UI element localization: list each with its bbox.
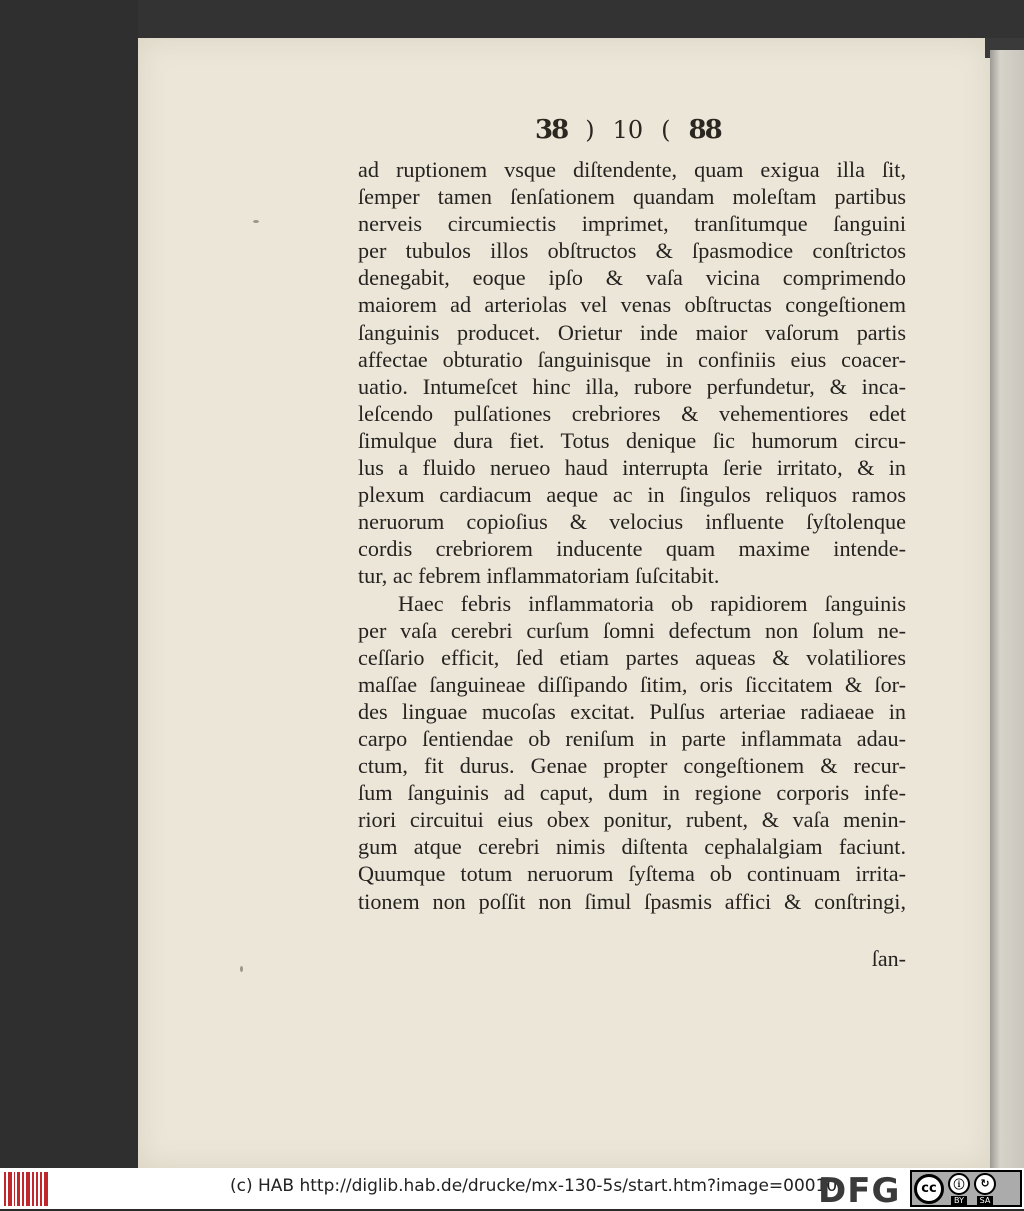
text-line: denegabit, eoque ipſo & vaſa vicina comprimendo	[358, 265, 906, 291]
cc-icon: cc	[914, 1174, 944, 1204]
text-line: ad ruptionem vsque diſtendente, quam exigua illa ſit,	[358, 157, 906, 182]
text-line: per vaſa cerebri curſum ſomni defectum non ſolum ne-	[358, 617, 906, 643]
text-line: ſum ſanguinis ad caput, dum in regione corporis infe-	[358, 780, 906, 806]
text-line: cordis crebriorem inducente quam maxime intende-	[358, 536, 906, 562]
left-ornament: 38	[535, 115, 568, 145]
adjacent-page-edge	[990, 50, 1024, 1168]
text-line: maiorem ad arteriolas vel venas obſtructas congeſtionem	[358, 292, 906, 318]
share-alike-icon: ↻	[974, 1173, 996, 1195]
header-paren-left: )	[585, 116, 595, 144]
header-paren-right: (	[661, 116, 671, 144]
text-line: per tubulos illos obſtructos & ſpasmodice conſtrictos	[358, 238, 906, 264]
text-line: Haec febris inflammatoria ob rapidiorem ſanguinis	[398, 590, 906, 616]
text-line: gum atque cerebri nimis diſtenta cephalalgiam faciunt.	[358, 834, 906, 860]
copyright-link[interactable]: (c) HAB http://diglib.hab.de/drucke/mx-130-5s/start.htm?image=00010	[230, 1176, 838, 1196]
text-line: ſimulque dura fiet. Totus denique ſic humorum circu-	[358, 427, 906, 453]
library-barcode-icon	[4, 1172, 48, 1206]
text-line: carpo ſentiendae ob reniſum in parte inflammata adau-	[358, 725, 906, 751]
text-line: plexum cardiacum aeque ac in ſingulos reliquos ramos	[358, 482, 906, 508]
text-line: lus a fluido nerueo haud interrupta ſerie irritato, & in	[358, 455, 906, 481]
text-line: maſſae ſanguineae diſſipando ſitim, oris ſiccitatem & ſor-	[358, 671, 906, 697]
text-line: tur, ac febrem inflammatoriam ſuſcitabit.	[358, 563, 720, 589]
cc-license-badge[interactable]	[910, 1170, 1022, 1207]
text-line: des linguae mucoſas excitat. Pulſus arteriae radiaeae in	[358, 698, 906, 724]
text-line: ſemper tamen ſenſationem quandam moleſtam partibus	[358, 184, 906, 210]
text-line: uatio. Intumeſcet hinc illa, rubore perfundetur, & inca-	[358, 373, 906, 399]
page-header	[535, 112, 745, 148]
catchword: ſan-	[871, 946, 906, 971]
left-margin-background	[0, 0, 138, 1168]
text-line: ſanguinis producet. Orietur inde maior vaſorum partis	[358, 319, 906, 345]
text-line: neruorum copioſius & velocius influente ſyſtolenque	[358, 509, 906, 535]
attribution-person-icon: ⓘ	[948, 1173, 970, 1195]
text-line: leſcendo pulſationes crebriores & vehementiores edet	[358, 400, 906, 426]
by-badge	[948, 1173, 970, 1205]
body-text	[358, 156, 906, 915]
text-line: ctum, fit durus. Genae propter congeſtionem & recur-	[358, 753, 906, 779]
text-line: riori circuitui eius obex ponitur, rubent, & vaſa menin-	[358, 807, 906, 833]
text-line: Quumque totum neruorum ſyſtema ob continuam irrita-	[358, 861, 906, 887]
dfg-logo: DFG	[818, 1171, 901, 1211]
sa-label: SA	[977, 1196, 994, 1205]
text-line: ceſſario efficit, ſed etiam partes aqueas & volatiliores	[358, 644, 906, 670]
text-line: nerveis circumiectis imprimet, tranſitumque ſanguini	[358, 211, 906, 237]
text-line: tionem non poſſit non ſimul ſpasmis affici & conſtringi,	[358, 888, 906, 914]
sa-badge	[974, 1173, 996, 1205]
paper-speck	[240, 966, 243, 972]
right-ornament: 88	[688, 115, 721, 145]
text-line: affectae obturatio ſanguinisque in confiniis eius coacer-	[358, 346, 906, 372]
page-number: 10	[612, 116, 644, 144]
by-label: BY	[951, 1196, 967, 1205]
paper-speck	[253, 220, 259, 223]
